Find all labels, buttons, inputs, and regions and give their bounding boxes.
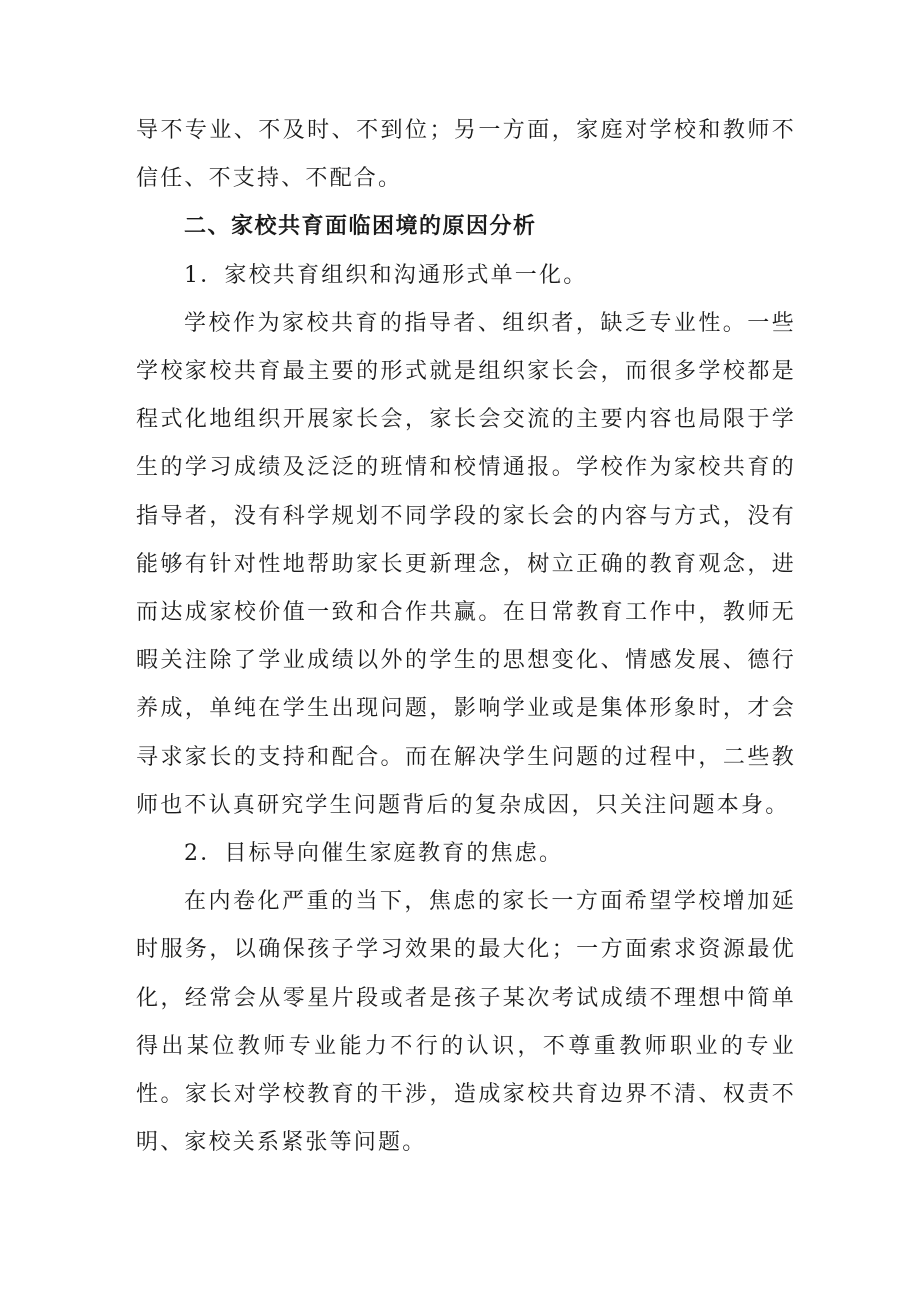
subheading-2: 2．目标导向催生家庭教育的焦虑。 <box>184 841 564 867</box>
paragraph-continuation: 导不专业、不及时、不到位；另一方面，家庭对学校和教师不信任、不支持、不配合。 <box>136 118 796 192</box>
paragraph-1: 学校作为家校共育的指导者、组织者，缺乏专业性。一些学校家校共育最主要的形式就是组织家长会，而很多学校都是程式化地组织开展家长会，家长会交流的主要内容也局限于学生的学习成绩及泛泛的班情和校情通报。学校作为家校共育的指导者，没有科学规划不同学段的家长会的内容与方式，没有能够有针对性地帮助家长更新理念，树立正确的教育观念，进而达成家校价值一致和合作共赢。在日常教育工作中，教师无暇关注除了学业成绩以外的学生的思想变化、情感发展、德行养成，单纯在学生出现问题，影响学业或是集体形象时，才会寻求家长的支持和配合。而在解决学生问题的过程中，二些教师也不认真研究学生问题背后的复杂成因，只关注问题本身。 <box>136 310 796 818</box>
section-heading: 二、家校共育面临困境的原因分析 <box>184 214 537 240</box>
paragraph-2: 在内卷化严重的当下，焦虑的家长一方面希望学校增加延时服务，以确保孩子学习效果的最大化；一方面索求资源最优化，经常会从零星片段或者是孩子某次考试成绩不理想中简单得出某位教师专业能力不行的认识，不尊重教师职业的专业性。家长对学校教育的干涉，造成家校共育边界不清、权责不明、家校关系紧张等问题。 <box>136 889 796 1156</box>
document-body <box>136 107 796 1167</box>
subheading-1: 1．家校共育组织和沟通形式单一化。 <box>184 262 588 288</box>
